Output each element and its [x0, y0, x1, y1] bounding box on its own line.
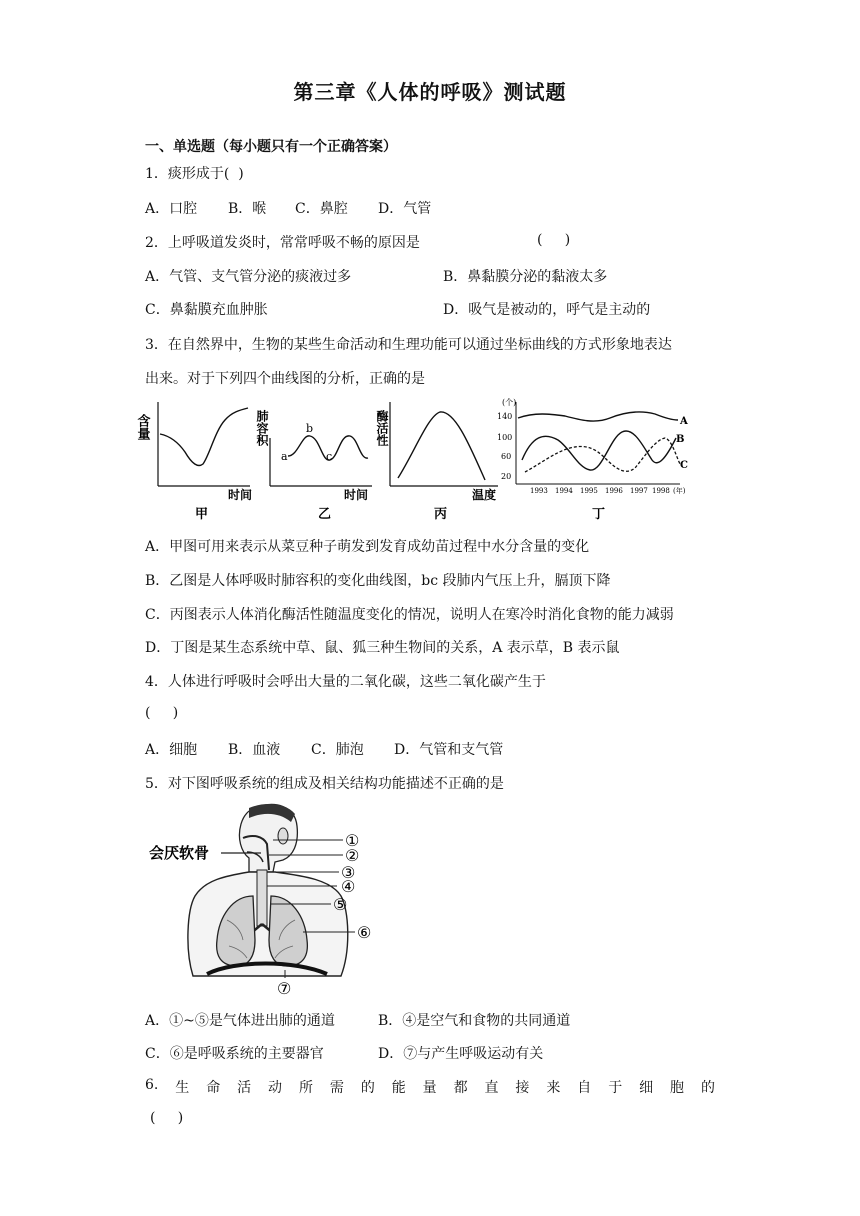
graph-ding-xtick: 1993 — [530, 487, 548, 495]
marker-4: ④ — [341, 877, 356, 896]
q6-char: 生 — [175, 1080, 190, 1096]
graph-yi-caption: 乙 — [318, 507, 332, 522]
graph-ding-ytick-20: 20 — [501, 472, 512, 481]
graph-ding-xtick: 1998 — [652, 487, 670, 495]
question-6-stem — [145, 1077, 715, 1097]
marker-7: ⑦ — [277, 979, 292, 998]
graph-ding-xtick: 1997 — [630, 487, 648, 495]
q6-char: 于 — [608, 1080, 623, 1096]
q6-char: 的 — [700, 1080, 715, 1096]
q6-char: 胞 — [670, 1080, 685, 1096]
q6-char: 自 — [577, 1080, 592, 1096]
q6-char: 量 — [422, 1080, 437, 1096]
q6-char: 能 — [391, 1080, 406, 1096]
question-2-paren: ( ) — [537, 232, 571, 248]
graph-jia-xlabel: 时间 — [228, 488, 253, 502]
q4-option-c: C．肺泡 — [311, 742, 364, 758]
epiglottis-label: 会厌软骨 — [149, 844, 210, 862]
marker-5: ⑤ — [333, 895, 348, 914]
question-4-paren: ( ) — [145, 705, 179, 721]
graph-ding-ytick-100: 100 — [497, 433, 513, 442]
graph-yi-point-c: c — [326, 450, 333, 463]
graph-yi-xlabel: 时间 — [344, 488, 369, 502]
q5-option-d: D．⑦与产生呼吸运动有关 — [378, 1046, 544, 1062]
q6-char: 的 — [360, 1080, 375, 1096]
q6-char: 来 — [546, 1080, 561, 1096]
q5-option-a: A．①~⑤是气体进出肺的通道 — [145, 1013, 335, 1029]
respiratory-system-figure — [145, 800, 395, 1000]
graph-ding-unit-y: (个) — [502, 398, 517, 407]
q6-char: 动 — [268, 1080, 283, 1096]
graph-ding-xtick: 1995 — [580, 487, 598, 495]
graph-ding-xtick: 1996 — [605, 487, 623, 495]
q3-option-b: B．乙图是人体呼吸时肺容积的变化曲线图，bc 段肺内气压上升，膈顶下降 — [145, 573, 611, 589]
q4-option-d: D．气管和支气管 — [394, 742, 504, 758]
q6-char: 命 — [206, 1080, 221, 1096]
q1-option-c: C．鼻腔 — [295, 201, 348, 217]
q3-option-d: D．丁图是某生态系统中草、鼠、狐三种生物间的关系，A 表示草，B 表示鼠 — [145, 640, 620, 656]
q2-option-d: D．吸气是被动的，呼气是主动的 — [443, 302, 651, 318]
q2-option-c: C．鼻黏膜充血肿胀 — [145, 302, 268, 318]
q6-char: 都 — [453, 1080, 468, 1096]
q2-option-a: A．气管、支气管分泌的痰液过多 — [145, 269, 352, 285]
q6-char: 所 — [298, 1080, 313, 1096]
marker-6: ⑥ — [357, 923, 372, 942]
graph-jia-caption: 甲 — [195, 507, 209, 522]
graph-ding-unit-x: (年) — [673, 487, 686, 495]
graph-jia — [135, 402, 253, 522]
marker-1: ① — [345, 831, 360, 850]
q4-option-a: A．细胞 — [145, 742, 198, 758]
graph-bing-ylabel: 酶活性 — [375, 410, 389, 446]
graph-bing-caption: 丙 — [434, 507, 448, 522]
section-heading: 一、单选题（每小题只有一个正确答案） — [145, 139, 397, 155]
graph-jia-ylabel: 含量 — [134, 414, 150, 440]
q6-char: 活 — [237, 1080, 252, 1096]
q6-char: 细 — [639, 1080, 654, 1096]
graph-yi — [255, 409, 372, 522]
q6-char: 需 — [329, 1080, 344, 1096]
q5-option-b: B．④是空气和食物的共同通道 — [378, 1013, 571, 1029]
graph-bing — [375, 402, 498, 522]
graph-ding-xtick: 1994 — [555, 487, 573, 495]
question-5-stem: 5．对下图呼吸系统的组成及相关结构功能描述不正确的是 — [145, 776, 504, 792]
q3-graphs-figure — [134, 396, 710, 526]
question-1-stem: 1．痰形成于( ) — [145, 166, 244, 182]
q6-char: 直 — [484, 1080, 499, 1096]
marker-2: ② — [345, 846, 360, 865]
q2-option-b: B．鼻黏膜分泌的黏液太多 — [443, 269, 608, 285]
graph-ding — [497, 397, 688, 522]
question-3-stem-line2: 出来。对于下列四个曲线图的分析，正确的是 — [145, 371, 425, 387]
graph-yi-ylabel: 肺容积 — [255, 410, 269, 446]
graph-bing-xlabel: 温度 — [472, 488, 497, 502]
q6-char: 接 — [515, 1080, 530, 1096]
q6-char: 6. — [145, 1077, 159, 1093]
graph-ding-series-b: B — [676, 434, 685, 445]
q5-option-c: C．⑥是呼吸系统的主要器官 — [145, 1046, 324, 1062]
graph-ding-ytick-140: 140 — [497, 412, 513, 421]
marker-3: ③ — [341, 863, 356, 882]
q1-option-b: B．喉 — [228, 201, 267, 217]
graph-ding-series-a: A — [680, 416, 688, 427]
q1-option-a: A．口腔 — [145, 201, 198, 217]
question-3-stem-line1: 3．在自然界中，生物的某些生命活动和生理功能可以通过坐标曲线的方式形象地表达 — [145, 337, 672, 353]
page-title: 第三章《人体的呼吸》测试题 — [293, 80, 567, 104]
graph-yi-point-a: a — [281, 450, 288, 463]
graph-ding-ytick-60: 60 — [501, 452, 512, 461]
question-4-stem: 4．人体进行呼吸时会呼出大量的二氧化碳，这些二氧化碳产生于 — [145, 674, 546, 690]
q3-option-c: C．丙图表示人体消化酶活性随温度变化的情况，说明人在寒冷时消化食物的能力减弱 — [145, 607, 674, 623]
q3-option-a: A．甲图可用来表示从菜豆种子萌发到发育成幼苗过程中水分含量的变化 — [145, 539, 590, 555]
graph-yi-point-b: b — [306, 422, 314, 435]
q1-option-d: D．气管 — [378, 201, 432, 217]
graph-ding-series-c: C — [680, 460, 688, 471]
graph-ding-caption: 丁 — [592, 507, 606, 522]
question-2-stem: 2．上呼吸道发炎时，常常呼吸不畅的原因是 — [145, 235, 420, 251]
question-6-paren: ( ) — [150, 1110, 184, 1126]
q4-option-b: B．血液 — [228, 742, 281, 758]
